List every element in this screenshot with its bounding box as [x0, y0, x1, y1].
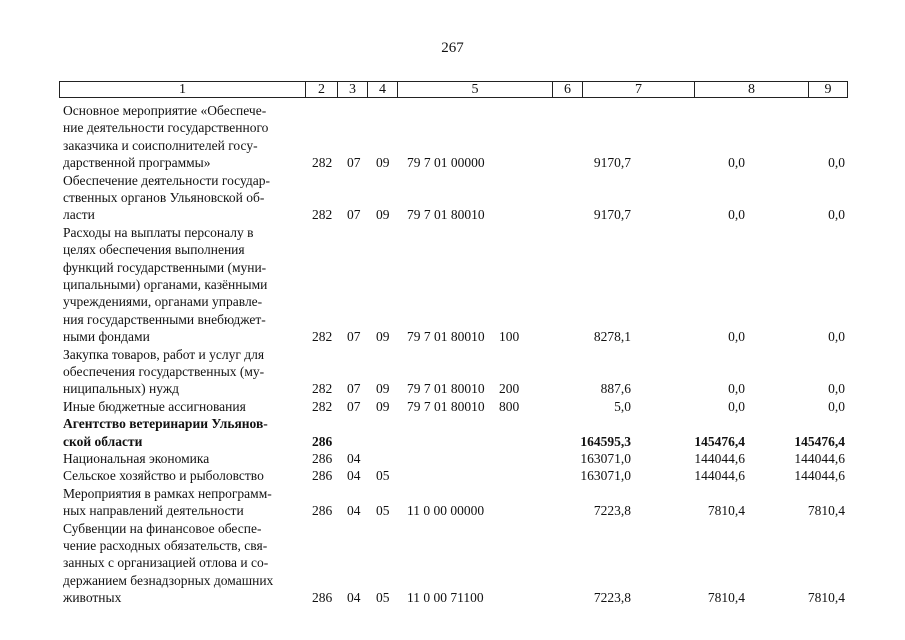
- header-col-7: 7: [582, 82, 694, 97]
- cell-csr: 79 7 01 80010: [407, 207, 485, 223]
- cell-csr: 79 7 01 80010: [407, 329, 485, 345]
- description-line: ния государственными внебюджет-: [63, 311, 266, 327]
- cell-pr: 09: [376, 329, 390, 345]
- cell-year3: 144044,6: [794, 451, 845, 466]
- cell-year3: 0,0: [828, 155, 845, 171]
- cell-ved: 282: [312, 381, 333, 397]
- description-line: Субвенции на финансовое обеспе-: [63, 520, 262, 536]
- row-description: [63, 398, 303, 415]
- header-col-2: 2: [305, 82, 337, 97]
- row-description: [63, 520, 303, 607]
- description-line: ципальными) органами, казёнными: [63, 277, 268, 293]
- cell-rz: 07: [347, 155, 361, 171]
- cell-year3: 144044,6: [794, 468, 845, 484]
- header-col-3: 3: [337, 82, 367, 97]
- cell-rz: 04: [347, 590, 361, 606]
- cell-year3: 0,0: [828, 398, 845, 414]
- row-description: [63, 102, 303, 172]
- cell-ved: 282: [312, 155, 333, 171]
- cell-year3: 7810,4: [807, 590, 845, 606]
- description-line: Обеспечение деятельности государ-: [63, 172, 271, 188]
- cell-year2: 144044,6: [694, 468, 745, 484]
- cell-rz: 07: [347, 398, 361, 414]
- description-line: держанием безнадзорных домашних: [63, 572, 274, 588]
- cell-year2: 144044,6: [694, 451, 745, 466]
- row-description: [63, 224, 303, 346]
- cell-ved: 286: [312, 503, 333, 519]
- header-col-9: 9: [808, 82, 847, 97]
- cell-rz: 07: [347, 329, 361, 345]
- cell-ved: 286: [312, 468, 333, 484]
- description-line: целях обеспечения выполнения: [63, 242, 245, 258]
- cell-year3: 0,0: [828, 207, 845, 223]
- cell-ved: 282: [312, 207, 333, 223]
- cell-year1: 163071,0: [580, 451, 631, 466]
- cell-ved: 286: [312, 590, 333, 606]
- description-line: Иные бюджетные ассигнования: [63, 398, 246, 414]
- description-line: Основное мероприятие «Обеспече-: [63, 103, 267, 118]
- description-line: ние деятельности государственного: [63, 120, 269, 136]
- description-line: животных: [63, 590, 122, 606]
- cell-year2: 0,0: [728, 381, 745, 397]
- description-line: Закупка товаров, работ и услуг для: [63, 346, 265, 362]
- description-line: ственных органов Ульяновской об-: [63, 190, 265, 205]
- description-line: ской области: [63, 433, 143, 449]
- cell-rz: 04: [347, 468, 361, 484]
- cell-csr: 11 0 00 71100: [407, 590, 484, 606]
- cell-ved: 286: [312, 433, 333, 449]
- row-description: [63, 450, 303, 467]
- description-line: Сельское хозяйство и рыболовство: [63, 468, 264, 484]
- table-header: [59, 81, 848, 98]
- cell-csr: 79 7 01 00000: [407, 155, 485, 171]
- description-line: функций государственными (муни-: [63, 259, 267, 275]
- header-col-1: 1: [179, 82, 186, 97]
- page-number: 267: [441, 40, 464, 56]
- cell-year1: 9170,7: [593, 155, 631, 171]
- description-line: чение расходных обязательств, свя-: [63, 538, 268, 553]
- header-col-8: 8: [694, 82, 808, 97]
- cell-rz: 07: [347, 207, 361, 223]
- description-line: дарственной программы»: [63, 155, 211, 171]
- cell-rz: 04: [347, 451, 361, 466]
- cell-rz: 07: [347, 381, 361, 397]
- description-line: ных направлений деятельности: [63, 503, 244, 519]
- cell-year1: 5,0: [614, 398, 631, 414]
- cell-year2: 145476,4: [694, 433, 745, 449]
- cell-csr: 11 0 00 00000: [407, 503, 485, 519]
- cell-year1: 7223,8: [593, 590, 631, 606]
- description-line: Национальная экономика: [63, 451, 210, 466]
- description-line: Мероприятия в рамках непрограмм-: [63, 485, 272, 501]
- row-description: [63, 415, 303, 450]
- cell-pr: 09: [376, 155, 390, 171]
- cell-year1: 7223,8: [593, 503, 631, 519]
- cell-vr: 100: [499, 329, 520, 345]
- description-line: Расходы на выплаты персоналу в: [63, 224, 254, 240]
- description-line: ными фондами: [63, 329, 150, 345]
- cell-year3: 7810,4: [807, 503, 845, 519]
- description-line: ласти: [63, 207, 95, 223]
- cell-csr: 79 7 01 80010: [407, 398, 485, 414]
- cell-ved: 282: [312, 398, 333, 414]
- description-line: учреждениями, органами управле-: [63, 294, 263, 310]
- cell-year3: 145476,4: [794, 433, 845, 449]
- row-description: [63, 485, 303, 520]
- cell-year3: 0,0: [828, 381, 845, 397]
- cell-year1: 163071,0: [580, 468, 631, 484]
- cell-vr: 200: [499, 381, 520, 397]
- cell-year1: 164595,3: [580, 433, 631, 449]
- cell-pr: 05: [376, 503, 390, 519]
- cell-year2: 0,0: [728, 398, 745, 414]
- description-line: заказчика и соисполнителей госу-: [63, 137, 258, 153]
- description-line: ниципальных) нужд: [63, 381, 180, 397]
- cell-vr: 800: [499, 398, 520, 414]
- cell-year1: 887,6: [600, 381, 631, 397]
- header-col-4: 4: [367, 82, 397, 97]
- cell-year2: 7810,4: [707, 590, 745, 606]
- cell-pr: 05: [376, 590, 390, 606]
- cell-year2: 0,0: [728, 155, 745, 171]
- cell-year1: 8278,1: [593, 329, 631, 345]
- row-description: [63, 346, 303, 398]
- row-description: [63, 172, 303, 224]
- row-description: [63, 467, 303, 484]
- cell-year2: 0,0: [728, 207, 745, 223]
- header-col-6: 6: [552, 82, 582, 97]
- cell-pr: 09: [376, 381, 390, 397]
- cell-year3: 0,0: [828, 329, 845, 345]
- header-col-5: 5: [397, 82, 552, 97]
- cell-ved: 282: [312, 329, 333, 345]
- cell-pr: 05: [376, 468, 390, 484]
- cell-year2: 7810,4: [707, 503, 745, 519]
- cell-pr: 09: [376, 207, 390, 223]
- cell-year2: 0,0: [728, 329, 745, 345]
- cell-csr: 79 7 01 80010: [407, 381, 485, 397]
- cell-year1: 9170,7: [593, 207, 631, 223]
- cell-rz: 04: [347, 503, 361, 519]
- cell-pr: 09: [376, 398, 390, 414]
- description-line: Агентство ветеринарии Ульянов-: [63, 416, 268, 432]
- cell-ved: 286: [312, 451, 333, 466]
- description-line: занных с организацией отлова и со-: [63, 555, 269, 571]
- description-line: обеспечения государственных (му-: [63, 364, 265, 379]
